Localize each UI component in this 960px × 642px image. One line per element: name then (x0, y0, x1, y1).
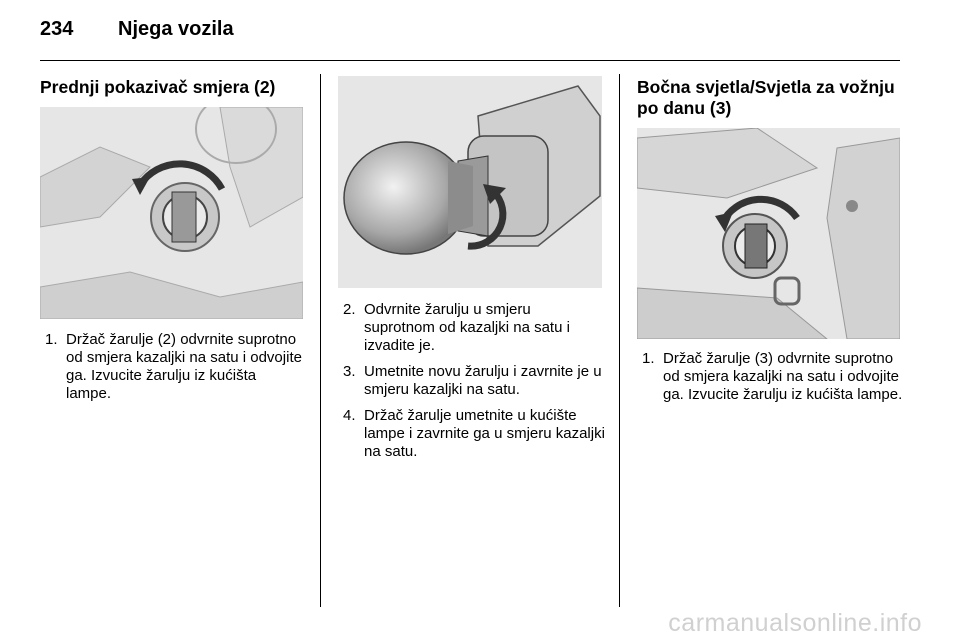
column-side-lights (637, 77, 907, 119)
step-number: 1. (642, 350, 655, 367)
steps-col1 (45, 331, 305, 411)
bulb-removal-illustration (338, 76, 602, 288)
section-heading: Prednji pokazivač smjera (2) (40, 77, 276, 97)
step-number: 4. (343, 407, 356, 424)
step-number: 3. (343, 363, 356, 380)
steps-col3 (642, 350, 904, 412)
figure-front-indicator-bulb-holder (40, 107, 303, 319)
step-number: 1. (45, 331, 58, 348)
list-item (343, 407, 605, 461)
watermark: carmanualsonline.info (668, 609, 922, 637)
page-title: Njega vozila (118, 18, 234, 40)
step-text: Držač žarulje (3) odvrnite suprotno od smjera kazaljki na satu i odvojite ga. Izvucite žarulju iz kućišta lampe. (663, 350, 903, 403)
step-text: Držač žarulje umetnite u kućište lampe i zavrnite ga u smjeru kazaljki na satu. (364, 407, 605, 460)
section-heading: Bočna svjetla/Svjetla za vožnju po danu (3) (637, 77, 895, 118)
page-number: 234 (40, 18, 74, 40)
column-divider-right (619, 74, 620, 607)
step-number: 2. (343, 301, 356, 318)
step-text: Odvrnite žarulju u smjeru suprotnom od kazaljki na satu i izvadite je. (364, 301, 570, 354)
figure-bulb-removal (338, 76, 602, 288)
steps-col2 (343, 301, 605, 469)
bulb-holder-illustration (40, 107, 303, 319)
side-light-illustration (637, 128, 900, 339)
step-text: Umetnite novu žarulju i zavrnite je u smjeru kazaljki na satu. (364, 363, 602, 398)
list-item (343, 301, 605, 355)
list-item (45, 331, 305, 403)
column-divider-left (320, 74, 321, 607)
header-rule (40, 60, 900, 61)
step-text: Držač žarulje (2) odvrnite suprotno od smjera kazaljki na satu i odvojite ga. Izvucite žarulju iz kućišta lampe. (66, 331, 302, 402)
list-item (642, 350, 904, 404)
figure-side-light-bulb-holder (637, 128, 900, 339)
list-item (343, 363, 605, 399)
column-front-indicator (40, 77, 310, 98)
